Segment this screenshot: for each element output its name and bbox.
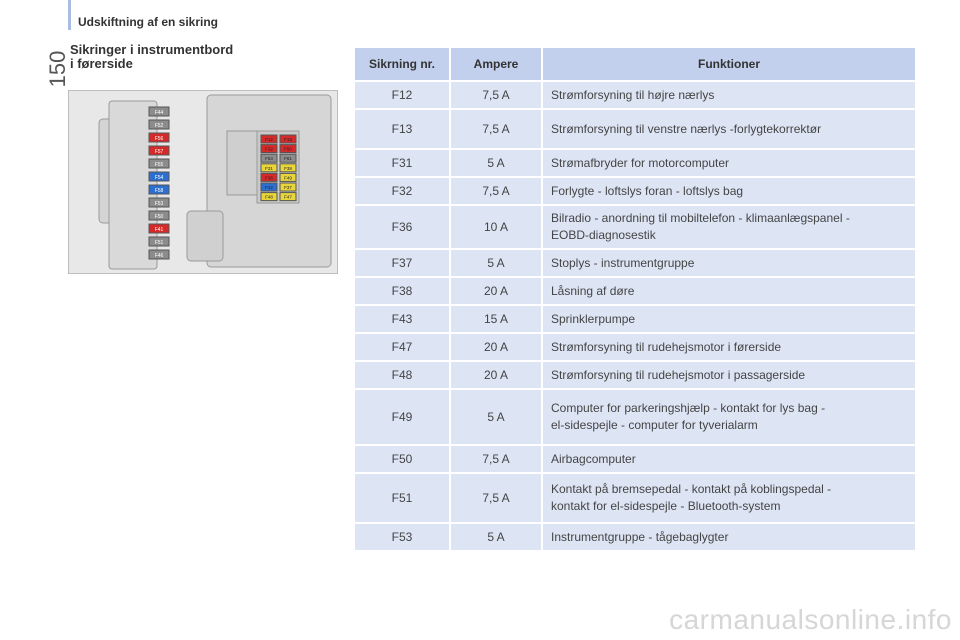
function-line: EOBD-diagnosestik — [551, 228, 656, 242]
fuse-label: F37 — [284, 185, 292, 190]
cell-functions — [543, 250, 915, 276]
cell-ampere: 20 A — [451, 334, 543, 360]
fuse-label: F58 — [154, 188, 164, 194]
fuse-label: F44 — [154, 110, 164, 116]
heading-line-2: i førerside — [70, 56, 133, 71]
cell-fuse-number: F53 — [355, 524, 451, 550]
cell-fuse-number: F32 — [355, 178, 451, 204]
fuse-label: F54 — [154, 175, 164, 181]
cell-fuse-number: F13 — [355, 110, 451, 148]
cell-fuse-number: F43 — [355, 306, 451, 332]
cell-functions — [543, 306, 915, 332]
function-line: Airbagcomputer — [551, 451, 636, 466]
cell-ampere: 5 A — [451, 524, 543, 550]
fuse-label: F49 — [284, 175, 292, 181]
table-header-row — [355, 48, 915, 80]
fuse-label: F50 — [284, 146, 292, 152]
cell-ampere: 7,5 A — [451, 474, 543, 522]
watermark: carmanualsonline.info — [669, 604, 952, 635]
function-line: Strømforsyning til rudehejsmotor i passagerside — [551, 367, 806, 382]
cell-fuse-number: F12 — [355, 82, 451, 108]
function-line: Kontakt på bremsepedal - kontakt på koblingspedal - — [551, 482, 832, 496]
table-row — [355, 306, 915, 332]
cell-functions — [543, 150, 915, 176]
fuse-label: F55 — [154, 162, 164, 168]
function-line: Strømforsyning til rudehejsmotor i førerside — [551, 339, 782, 354]
cell-functions — [543, 82, 915, 108]
table-row — [355, 524, 915, 550]
fuse-label: F61 — [284, 156, 292, 162]
table-row — [355, 150, 915, 176]
cell-functions — [543, 334, 915, 360]
function-line: Strømforsyning til højre nærlys — [551, 87, 715, 102]
fuse-label: F32 — [265, 146, 273, 152]
cell-functions — [543, 178, 915, 204]
fuse-label: F52 — [154, 123, 164, 129]
table-row — [355, 390, 915, 444]
function-line: Forlygte - loftslys foran - loftslys bag — [551, 183, 744, 198]
fuse-box-diagram — [68, 90, 338, 274]
cell-fuse-number: F51 — [355, 474, 451, 522]
table-row — [355, 278, 915, 304]
fuse-label: F48 — [265, 194, 273, 200]
function-line: Bilradio - anordning til mobiltelefon - klimaanlægspanel - — [551, 211, 850, 225]
cell-ampere: 7,5 A — [451, 82, 543, 108]
function-line: Stoplys - instrumentgruppe — [551, 255, 695, 270]
fuse-label: F47 — [284, 194, 292, 200]
cell-fuse-number: F38 — [355, 278, 451, 304]
cell-fuse-number: F47 — [355, 334, 451, 360]
section-title: Udskiftning af en sikring — [78, 15, 219, 29]
cell-fuse-number: F36 — [355, 206, 451, 248]
function-line: kontakt for el-sidespejle - Bluetooth-system — [551, 499, 781, 513]
page-heading — [70, 43, 233, 71]
table-row — [355, 82, 915, 108]
cell-fuse-number: F31 — [355, 150, 451, 176]
table-row — [355, 474, 915, 522]
cell-ampere: 10 A — [451, 206, 543, 248]
table-row — [355, 250, 915, 276]
table-row — [355, 362, 915, 388]
cell-fuse-number: F49 — [355, 390, 451, 444]
function-line: Strømforsyning til venstre nærlys -forlygtekorrektør — [551, 121, 822, 136]
function-line: Instrumentgruppe - tågebaglygter — [551, 529, 729, 544]
table-row — [355, 110, 915, 148]
cell-ampere: 5 A — [451, 250, 543, 276]
function-line: el-sidespejle - computer for tyverialarm — [551, 418, 758, 432]
page-number: 150 — [45, 50, 70, 88]
cell-functions — [543, 278, 915, 304]
cell-fuse-number: F50 — [355, 446, 451, 472]
cell-functions — [543, 524, 915, 550]
fuse-box-illustration — [69, 91, 337, 273]
cell-ampere: 20 A — [451, 278, 543, 304]
heading-line-1: Sikringer i instrumentbord — [70, 42, 234, 57]
fuse-label: F57 — [154, 149, 164, 155]
table-row — [355, 334, 915, 360]
fuse-label: F56 — [154, 136, 164, 142]
fuse-label: F41 — [154, 227, 164, 233]
cell-fuse-number: F37 — [355, 250, 451, 276]
cell-functions — [543, 110, 915, 148]
cell-ampere: 5 A — [451, 390, 543, 444]
cell-functions — [543, 474, 915, 522]
function-line: Strømafbryder for motorcomputer — [551, 155, 730, 170]
cell-ampere: 7,5 A — [451, 446, 543, 472]
fuse-label: F53 — [154, 201, 164, 207]
fuse-label: F13 — [284, 137, 292, 142]
cell-ampere: 15 A — [451, 306, 543, 332]
cell-functions — [543, 446, 915, 472]
function-line: Låsning af døre — [551, 283, 635, 298]
column-header-ampere: Ampere — [451, 48, 543, 80]
column-header-fuse-number: Sikrning nr. — [355, 48, 451, 80]
fuse-label: F51 — [154, 240, 164, 246]
cell-ampere: 7,5 A — [451, 178, 543, 204]
function-line: Computer for parkeringshjælp - kontakt for lys bag - — [551, 401, 826, 415]
fuse-label: F12 — [265, 137, 273, 142]
fuse-label: F36 — [265, 175, 273, 181]
table-row — [355, 178, 915, 204]
fuse-label: F31 — [265, 165, 273, 171]
cell-ampere: 20 A — [451, 362, 543, 388]
fuse-label: F42 — [265, 185, 273, 190]
column-header-functions: Funktioner — [543, 48, 915, 80]
cell-ampere: 5 A — [451, 150, 543, 176]
table-row — [355, 446, 915, 472]
function-line: Sprinklerpumpe — [551, 311, 636, 326]
cell-functions — [543, 362, 915, 388]
fuse-label: F46 — [154, 253, 164, 259]
fuse-table — [355, 46, 915, 552]
housing-relay-slot — [227, 131, 257, 195]
cell-fuse-number: F48 — [355, 362, 451, 388]
fuse-label: F38 — [284, 165, 292, 171]
cell-functions — [543, 206, 915, 248]
section-accent-bar — [68, 0, 71, 30]
fuse-label: F53 — [265, 156, 273, 162]
fuse-label: F50 — [154, 214, 164, 220]
housing-bottom-relay — [187, 211, 223, 261]
table-row — [355, 206, 915, 248]
cell-ampere: 7,5 A — [451, 110, 543, 148]
cell-functions — [543, 390, 915, 444]
